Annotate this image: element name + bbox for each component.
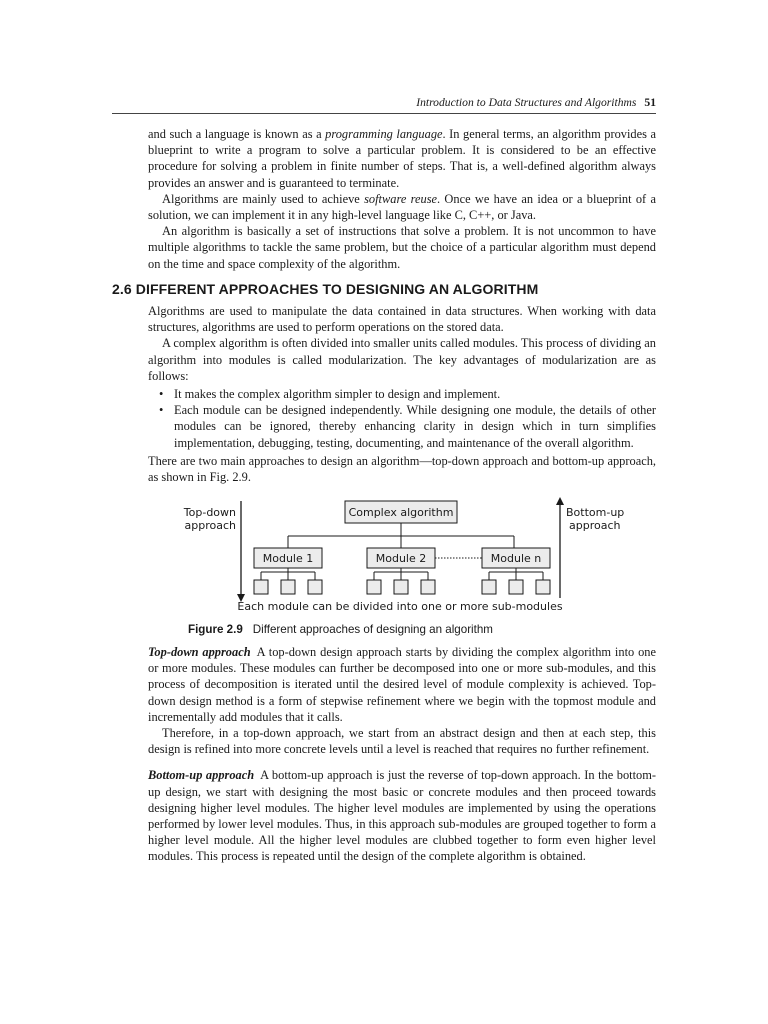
submodule-box [367,580,381,594]
module-1-label: Module 1 [262,552,314,565]
approaches-text [148,644,656,865]
header-rule [112,113,656,114]
bottom-up-label: Bottom-up [566,506,625,519]
paragraph [148,767,656,864]
bottom-up-heading: Bottom-up approach [148,768,255,783]
complex-algorithm-label: Complex algorithm [348,506,454,519]
figure-caption [188,623,493,636]
intro-text [148,126,656,272]
submodule-box [308,580,322,594]
top-down-label: approach [184,519,236,532]
text-run: A bottom-up approach is just the reverse of top-down approach. In the bottom-up design, we start with designing the most basic or concrete modules and then proceed towards designing higher level modules. The higher level modules are implemented by using the operations performed by lower level modules. Thus, in this approach sub-modules are grouped together to form a higher level module. All the higher level modules are clubbed together to form even higher level modules. This process is repeated until the design of the complete algorithm is obtained. [148,768,656,864]
module-n-label: Module n [490,552,542,565]
paragraph [148,191,656,223]
top-down-label: Top-down [183,506,236,519]
text-run: Algorithms are mainly used to achieve [162,191,365,206]
text-run: . In general terms, an algorithm provides a blueprint to write a program to solve a particular problem. It is considered to be an effective procedure for solving a problem in finite number of steps. That is, a well-defined algorithm always provides an answer and is guaranteed to terminate. [148,127,656,190]
module-2-label: Module 2 [375,552,427,565]
text-run: A top-down design approach starts by dividing the complex algorithm into one or more modules. These modules can further be decomposed into one or more sub-modules, and this process of decomposition is iterated until the desired level of module complexity is achieved. Top-down design method is a form of stepwise refinement where we begin with the topmost module and incrementally add modules that it calls. [148,645,656,724]
submodule-connectors [261,568,543,580]
page-number: 51 [644,96,656,109]
top-down-heading: Top-down approach [148,645,251,659]
submodule-box [281,580,295,594]
paragraph: A complex algorithm is often divided into smaller units called modules. This process of dividing an algorithm into modules is called modularization. The key advantages of modularization are as follows: [148,336,656,383]
bottom-up-label: approach [569,519,621,532]
section-text [148,303,656,485]
submodule-box [536,580,550,594]
spacer [148,757,656,767]
paragraph [148,126,656,191]
submodule-box [254,580,268,594]
text-run: . Once we have an idea or a blueprint of a solution, we can implement it in any high-level language like C, C++, or Java. [148,191,656,223]
submodule-note: Each module can be divided into one or more sub-modules [237,600,563,613]
figure-label: Figure 2.9 [188,623,243,636]
paragraph: Algorithms are used to manipulate the data contained in data structures. When working with data structures, algorithms are used to perform operations on the stored data. [148,304,656,335]
paragraph [148,644,656,725]
paragraph: An algorithm is basically a set of instructions that solve a problem. It is not uncommon to have multiple algorithms to tackle the same problem, but the choice of a particular algorithm must depend on the time and space complexity of the algorithm. [148,224,656,271]
paragraph: There are two main approaches to design an algorithm—top-down approach and bottom-up approach, as shown in Fig. 2.9. [148,453,656,485]
text-run: and such a language is known as a [148,127,326,141]
emphasis: software reuse [364,191,438,206]
paragraph: Therefore, in a top-down approach, we start from an abstract design and then at each step, this design is refined into more concrete levels until a level is reached that requires no further refinement. [148,726,656,757]
submodule-box [421,580,435,594]
tree-connectors [288,523,514,548]
section-heading: 2.6 DIFFERENT APPROACHES TO DESIGNING AN ALGORITHM [112,281,539,297]
list-item: • It makes the complex algorithm simpler to design and implement. [148,386,656,402]
submodule-box [394,580,408,594]
chapter-title: Introduction to Data Structures and Algorithms [416,96,637,109]
advantages-list [148,386,656,451]
running-head [148,96,656,109]
submodule-box [482,580,496,594]
list-item: • Each module can be designed independently. While designing one module, the details of other modules can be ignored, thereby enhancing clarity in design which in turn simplifies implementation, debugging, testing, documenting, and maintenance of the overall algorithm. [148,402,656,451]
emphasis: programming language [325,127,443,141]
figure-caption-text: Different approaches of designing an algorithm [252,623,493,636]
submodule-box [509,580,523,594]
